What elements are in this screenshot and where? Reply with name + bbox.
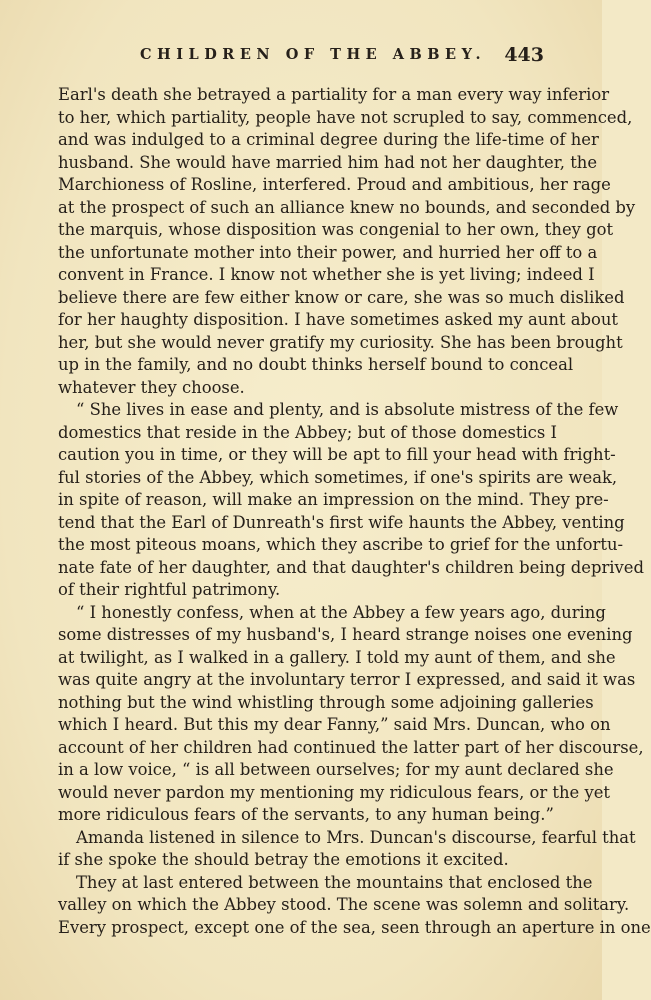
text-line: would never pardon my mentioning my ridiculous fears, or the yet <box>58 782 611 802</box>
text-line: Amanda listened in silence to Mrs. Duncan's discourse, fearful that <box>76 827 636 847</box>
text-line: for her haughty disposition. I have sometimes asked my aunt about <box>58 310 618 329</box>
text-line: was quite angry at the involuntary terror I expressed, and said it was <box>58 670 636 689</box>
text-line: nate fate of her daughter, and that daughter's children being deprived <box>58 557 644 577</box>
text-line: husband. She would have married him had not her daughter, the <box>58 152 598 172</box>
text-line: some distresses of my husband's, I heard strange noises one evening <box>58 625 633 644</box>
text-line: at twilight, as I walked in a gallery. I told my aunt of them, and she <box>58 647 616 667</box>
text-line: nothing but the wind whistling through some adjoining galleries <box>58 692 594 712</box>
text-line: Marchioness of Rosline, interfered. Proud and ambitious, her rage <box>58 175 611 194</box>
text-line: “ She lives in ease and plenty, and is absolute mistress of the few <box>76 400 619 419</box>
body-text <box>58 84 651 939</box>
text-line: caution you in time, or they will be apt to fill your head with fright- <box>58 445 616 464</box>
page-number: 443 <box>504 44 544 66</box>
text-line: “ I honestly confess, when at the Abbey a few years ago, during <box>76 602 606 622</box>
text-line: up in the family, and no doubt thinks herself bound to conceal <box>58 355 574 374</box>
text-line: account of her children had continued the latter part of her discourse, <box>58 737 644 757</box>
text-line: in spite of reason, will make an impression on the mind. They pre- <box>58 490 609 509</box>
text-line: if she spoke the should betray the emotions it excited. <box>58 850 509 869</box>
text-line: more ridiculous fears of the servants, to any human being.” <box>58 805 554 824</box>
text-line: They at last entered between the mountains that enclosed the <box>76 872 593 892</box>
text-line: whatever they choose. <box>58 377 245 397</box>
text-line: believe there are few either know or care, she was so much disliked <box>58 287 625 307</box>
text-line: ful stories of the Abbey, which sometimes, if one's spirits are weak, <box>58 467 618 487</box>
text-line: convent in France. I know not whether she is yet living; indeed I <box>58 265 595 284</box>
text-line: which I heard. But this my dear Fanny,” said Mrs. Duncan, who on <box>58 715 611 734</box>
text-line: the most piteous moans, which they ascribe to grief for the unfortu- <box>58 535 624 554</box>
text-line: to her, which partiality, people have not scrupled to say, commenced, <box>58 107 633 127</box>
text-line: tend that the Earl of Dunreath's first wife haunts the Abbey, venting <box>58 512 625 532</box>
text-line: domestics that reside in the Abbey; but of those domestics I <box>58 422 557 442</box>
text-line: valley on which the Abbey stood. The scene was solemn and solitary. <box>58 895 630 914</box>
text-line: and was indulged to a criminal degree during the life-time of her <box>58 130 599 149</box>
text-line: her, but she would never gratify my curiosity. She has been brought <box>58 332 623 352</box>
text-line: the marquis, whose disposition was congenial to her own, they got <box>58 220 614 239</box>
running-head <box>60 44 544 72</box>
text-line: the unfortunate mother into their power, and hurried her off to a <box>58 242 598 262</box>
text-line: Every prospect, except one of the sea, seen through an aperture in one <box>58 917 651 937</box>
text-line: Earl's death she betrayed a partiality for a man every way inferior <box>58 85 610 104</box>
text-line: of their rightful patrimony. <box>58 580 281 599</box>
running-title: CHILDREN OF THE ABBEY. <box>140 46 487 63</box>
text-line: in a low voice, “ is all between ourselves; for my aunt declared she <box>58 760 614 779</box>
text-line: at the prospect of such an alliance knew no bounds, and seconded by <box>58 197 636 217</box>
